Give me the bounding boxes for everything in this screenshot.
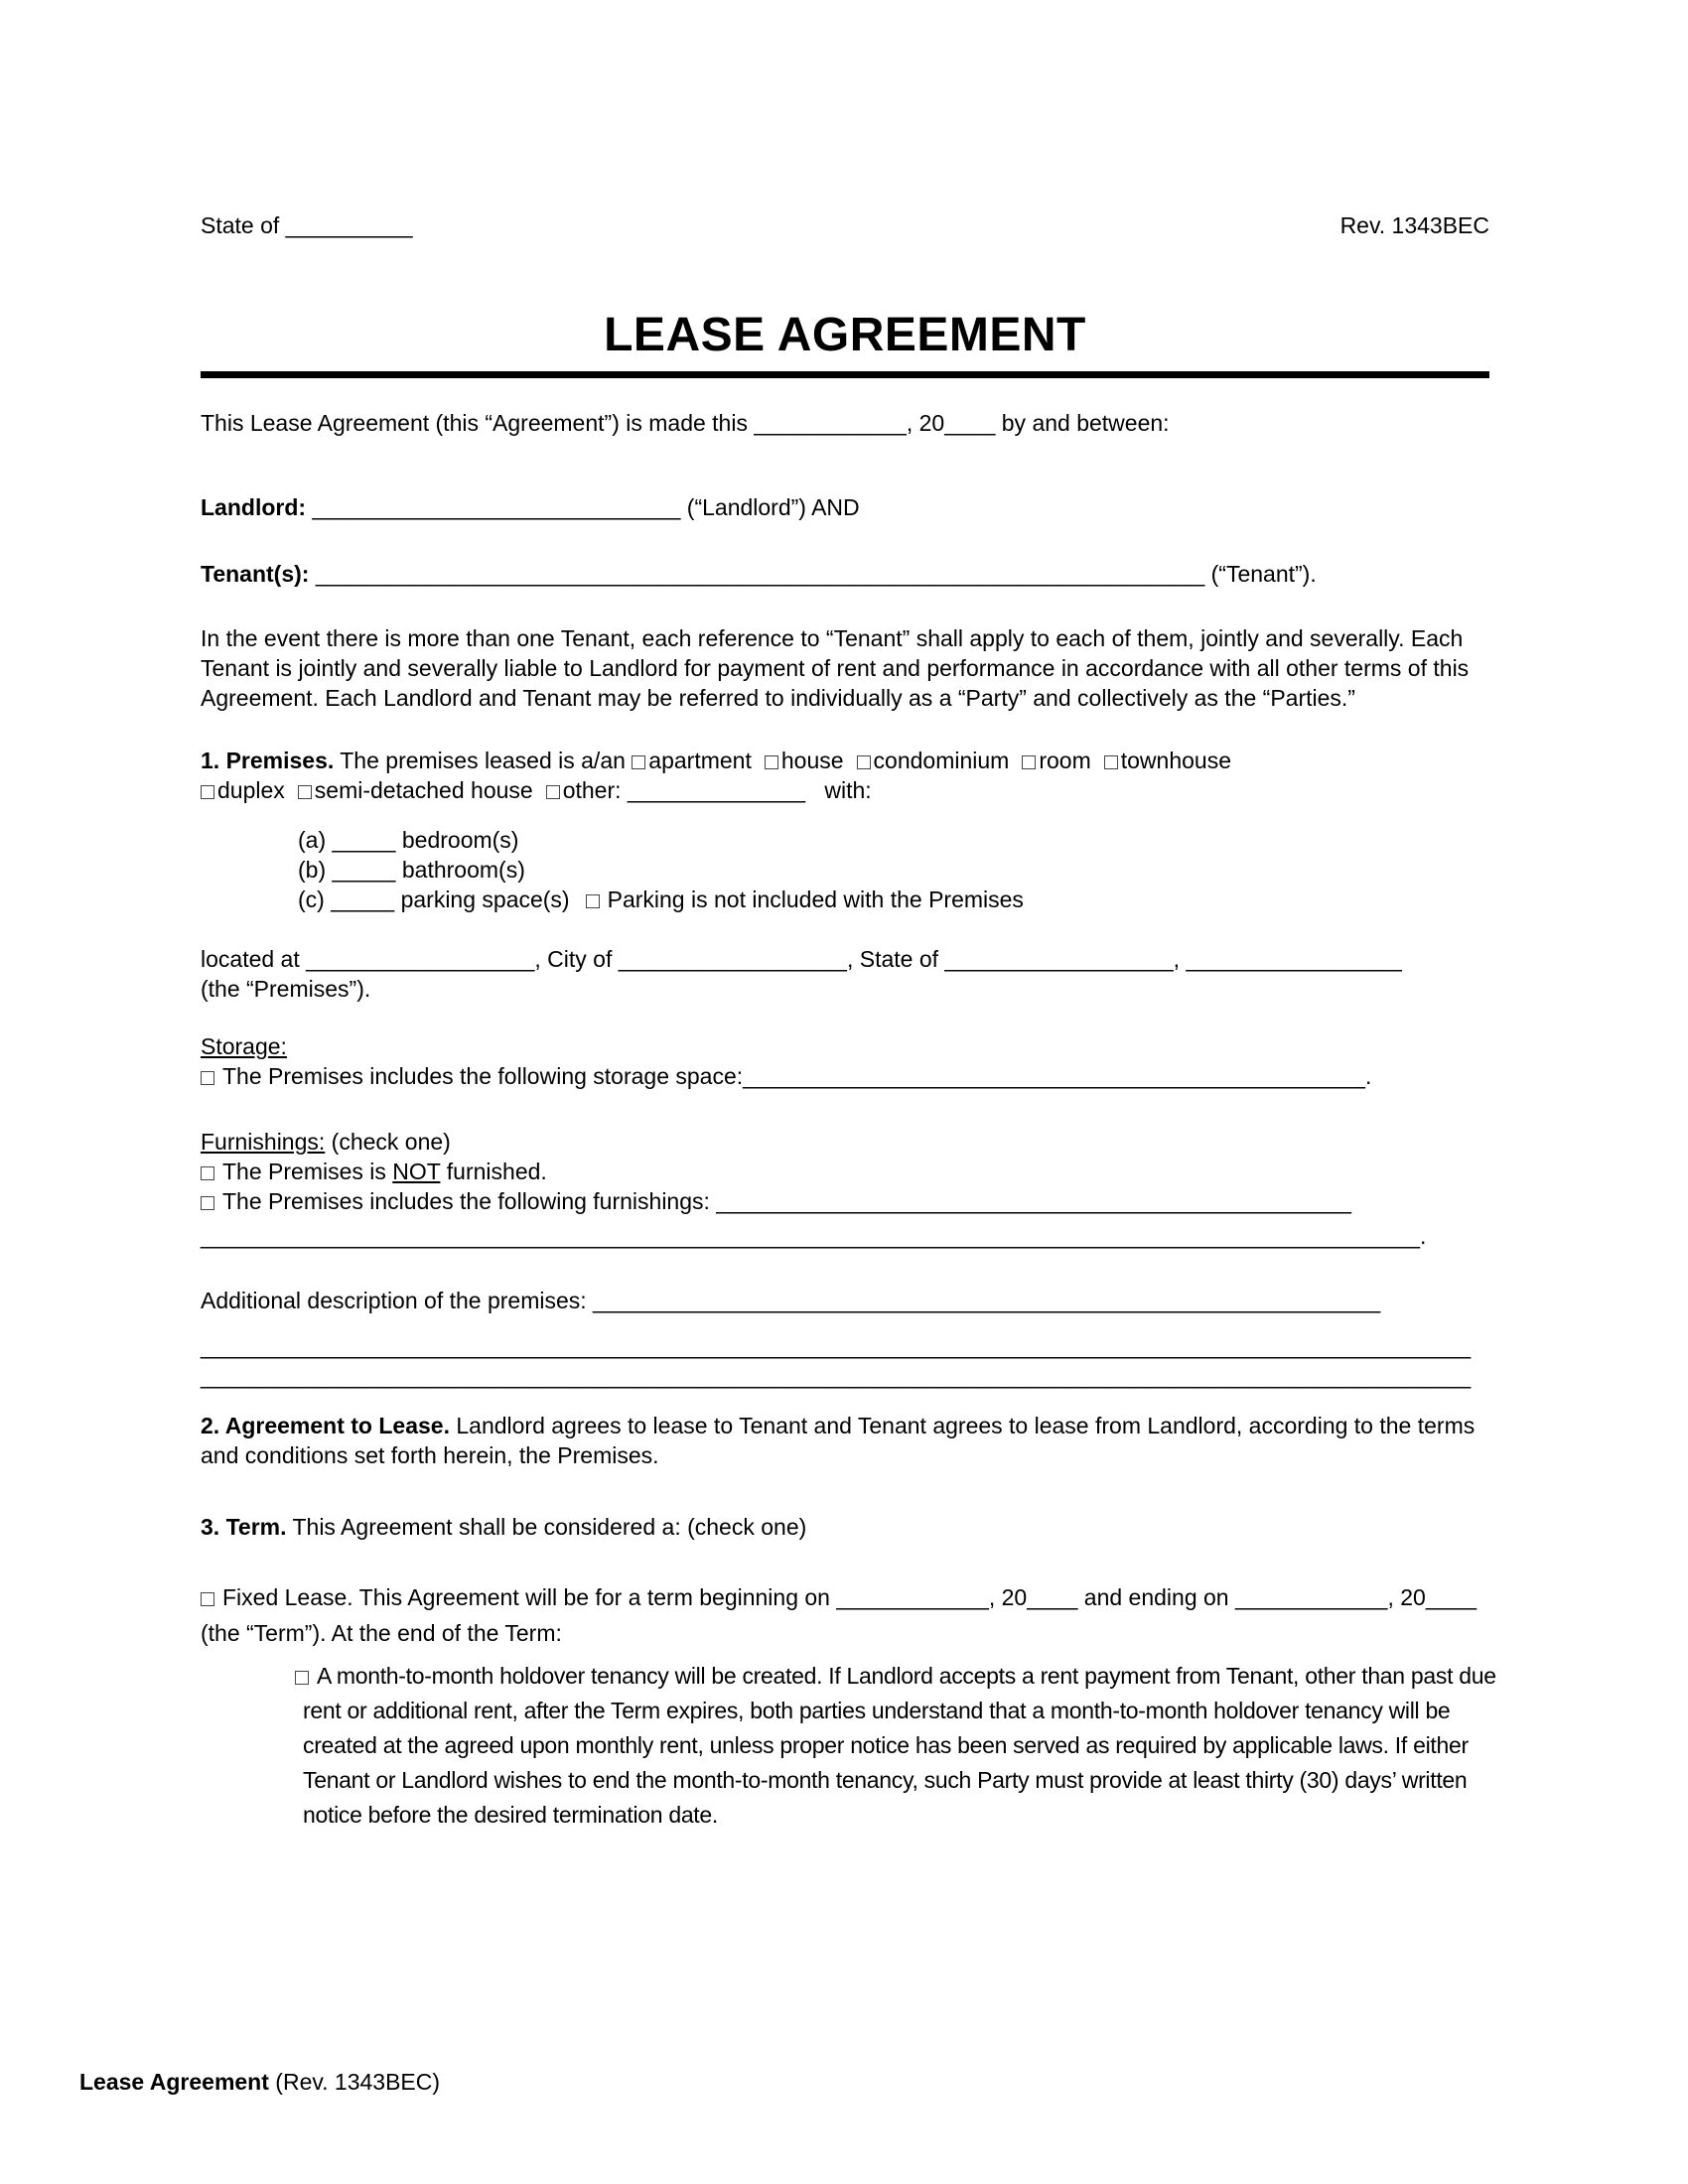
storage-heading: Storage:	[201, 1033, 287, 1059]
premises-option-label: condominium	[873, 748, 1010, 773]
detail-blank: _____	[332, 857, 396, 883]
fixed-lease-option	[201, 1579, 1489, 1651]
storage-option-text: The Premises includes the following storage space:	[222, 1063, 744, 1089]
additional-description-label: Additional description of the premises:	[201, 1288, 587, 1313]
document-header	[201, 210, 1489, 240]
page-footer	[79, 2067, 440, 2097]
term-paragraph	[201, 1512, 1489, 1542]
premises-option	[1104, 748, 1231, 773]
intro-paragraph: This Lease Agreement (this “Agreement”) is made this ____________, 20____ by and between:	[201, 410, 1170, 436]
premises-option	[1022, 748, 1090, 773]
premises-option-label: apartment	[648, 748, 752, 773]
furnishings-heading-note: (check one)	[331, 1129, 451, 1155]
tenant-suffix: (“Tenant”).	[1210, 561, 1317, 587]
revision-label: Rev. 1343BEC	[1339, 212, 1489, 238]
storage-block	[201, 1031, 1489, 1091]
not-furnished-text	[222, 1159, 547, 1184]
checkbox-icon[interactable]	[201, 1592, 214, 1606]
parking-not-included-option	[570, 887, 1024, 912]
located-at-blanks: located at __________________, City of __________________, State of __________________, _________________	[201, 946, 1402, 972]
term-label: 3. Term.	[201, 1514, 287, 1540]
page-title: LEASE AGREEMENT	[604, 309, 1086, 361]
tenant-line	[201, 559, 1489, 589]
premises-detail-line	[298, 855, 1489, 885]
not-furnished-pre: The Premises is	[222, 1159, 393, 1184]
premises-option	[201, 777, 285, 803]
tenant-label: Tenant(s):	[201, 561, 310, 587]
checkbox-icon[interactable]	[1022, 755, 1036, 769]
premises-option	[546, 777, 805, 803]
checkbox-icon[interactable]	[632, 755, 645, 769]
checkbox-icon[interactable]	[201, 1166, 214, 1180]
detail-label: parking space(s)	[400, 887, 570, 912]
additional-description-extra-line: ____________________________________________________________________________________________________	[201, 1363, 1472, 1389]
not-furnished-not: NOT	[392, 1159, 441, 1184]
detail-label: bathroom(s)	[401, 857, 525, 883]
furnishings-continuation-line: ________________________________________________________________________________________________.	[201, 1223, 1427, 1249]
fixed-lease-text: Fixed Lease. This Agreement will be for a term beginning on ____________, 20____ and ending on ____________, 20____ (the “Term”). At the end of the Term:	[201, 1584, 1477, 1646]
premises-options-line1	[632, 748, 1244, 773]
checkbox-icon[interactable]	[201, 1196, 214, 1210]
checkbox-icon[interactable]	[295, 1671, 309, 1685]
tenant-name-blank: ______________________________________________________________________	[315, 561, 1205, 587]
detail-blank: _____	[332, 827, 396, 853]
premises-option-label: room	[1039, 748, 1091, 773]
checkbox-icon[interactable]	[201, 1071, 214, 1085]
storage-blank: _________________________________________________	[743, 1063, 1365, 1089]
premises-defined-term: (the “Premises”).	[201, 976, 371, 1002]
furnishings-block	[201, 1127, 1489, 1216]
title-rule	[201, 371, 1489, 378]
not-furnished-post: furnished.	[440, 1159, 547, 1184]
joint-liability-paragraph: In the event there is more than one Tenant, each reference to “Tenant” shall apply to each of them, jointly and severally. Each Tenant is jointly and severally liable to Landlord for payment of rent and performance in accordance with all other terms of this Agreement. Each Landlord and Tenant may be referred to individually as a “Party” and collectively as the “Parties.”	[201, 625, 1470, 711]
detail-prefix: (a)	[298, 827, 327, 853]
premises-lead: The premises leased is a/an	[340, 748, 626, 773]
premises-details	[298, 825, 1489, 914]
document-body	[201, 210, 1496, 1833]
state-blank: __________	[285, 212, 413, 238]
furnishings-blank: __________________________________________________	[716, 1188, 1351, 1214]
landlord-line	[201, 492, 1489, 522]
checkbox-icon[interactable]	[857, 755, 871, 769]
premises-option	[857, 748, 1010, 773]
premises-option-blank: ______________	[621, 777, 806, 803]
landlord-suffix: (“Landlord”) AND	[686, 494, 860, 520]
premises-with-suffix: with:	[824, 777, 872, 803]
holdover-text: A month-to-month holdover tenancy will be created. If Landlord accepts a rent payment from Tenant, other than past due rent or additional rent, after the Term expires, both parties understand that a month-to-month holdover tenancy will be created at the agreed upon monthly rent, unless proper notice has been served as required by applicable laws. If either Tenant or Landlord wishes to end the month-to-month tenancy, such Party must provide at least thirty (30) days’ written notice before the desired termination date.	[303, 1663, 1496, 1828]
additional-description-line	[201, 1286, 1489, 1315]
landlord-name-blank: _____________________________	[312, 494, 681, 520]
footer-title: Lease Agreement	[79, 2069, 269, 2095]
footer-revision: (Rev. 1343BEC)	[268, 2069, 441, 2095]
checkbox-icon[interactable]	[201, 785, 214, 799]
located-at-line	[201, 944, 1489, 1004]
checkbox-icon[interactable]	[298, 785, 312, 799]
detail-prefix: (c)	[298, 887, 325, 912]
checkbox-icon[interactable]	[586, 894, 600, 908]
checkbox-icon[interactable]	[765, 755, 778, 769]
state-of-label: State of	[201, 212, 280, 238]
premises-option-label: semi-detached house	[314, 777, 533, 803]
premises-paragraph	[201, 746, 1489, 805]
detail-blank: _____	[331, 887, 395, 912]
landlord-label: Landlord:	[201, 494, 307, 520]
premises-option-label: duplex	[217, 777, 285, 803]
premises-section-label: 1. Premises.	[201, 748, 335, 773]
detail-label: bedroom(s)	[401, 827, 519, 853]
additional-description-extra-line: ____________________________________________________________________________________________________	[201, 1333, 1472, 1359]
agreement-to-lease-paragraph	[201, 1411, 1489, 1470]
premises-option	[298, 777, 533, 803]
furnishings-heading: Furnishings:	[201, 1129, 326, 1155]
premises-option-label: other:	[562, 777, 622, 803]
premises-option	[632, 748, 752, 773]
agreement-to-lease-text: Landlord agrees to lease to Tenant and Tenant agrees to lease from Landlord, according to the terms and conditions set forth herein, the Premises.	[201, 1413, 1476, 1468]
checkbox-icon[interactable]	[1104, 755, 1118, 769]
detail-prefix: (b)	[298, 857, 327, 883]
term-text: This Agreement shall be considered a: (check one)	[292, 1514, 807, 1540]
holdover-tenancy-option	[295, 1659, 1496, 1833]
premises-option-label: townhouse	[1120, 748, 1231, 773]
premises-options-line2	[201, 777, 818, 803]
additional-description-blank: ______________________________________________________________	[593, 1288, 1381, 1313]
premises-detail-line	[298, 825, 1489, 855]
storage-period: .	[1364, 1063, 1372, 1089]
furnishings-includes-text: The Premises includes the following furnishings:	[222, 1188, 710, 1214]
premises-option-label: house	[780, 748, 844, 773]
checkbox-icon[interactable]	[546, 785, 560, 799]
premises-detail-line	[298, 885, 1489, 914]
state-of-line	[201, 210, 413, 240]
premises-option	[765, 748, 844, 773]
agreement-to-lease-label: 2. Agreement to Lease.	[201, 1413, 450, 1438]
parking-not-included-label: Parking is not included with the Premises	[607, 887, 1024, 912]
